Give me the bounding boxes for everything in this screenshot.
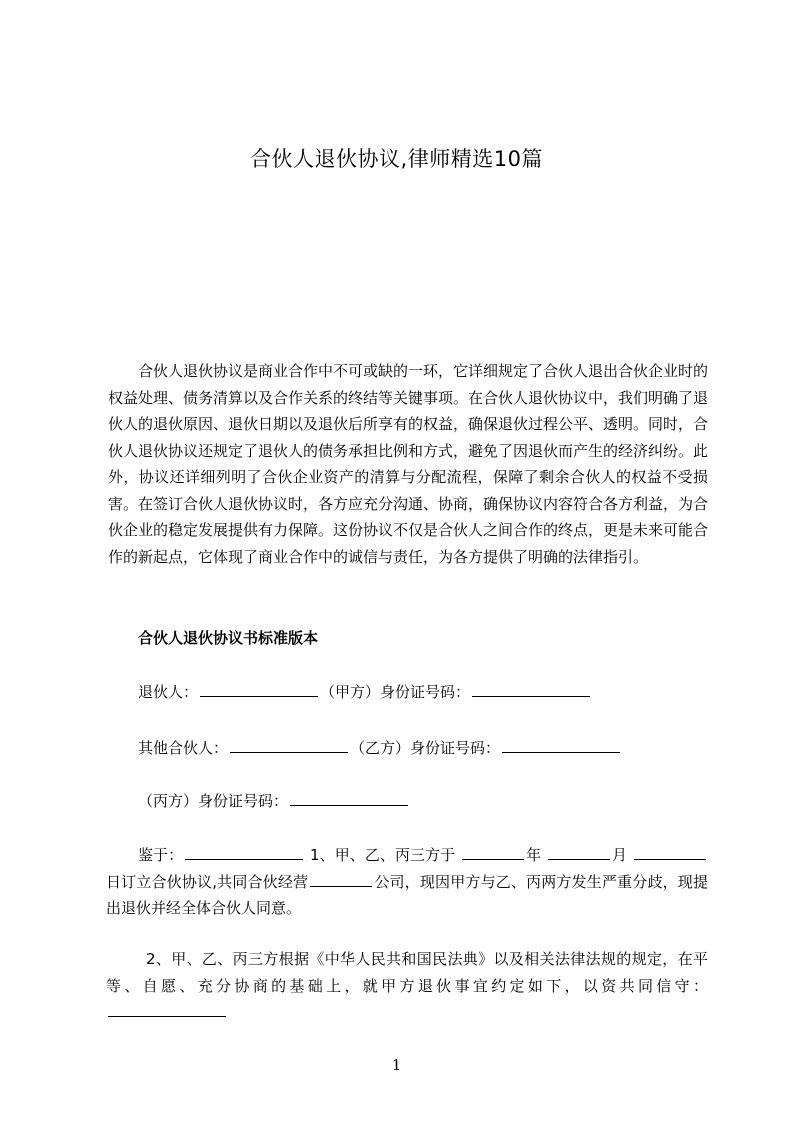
- party-b-id-blank: [502, 737, 620, 753]
- party-a-id-label: 身份证号码：: [380, 683, 471, 701]
- party-a-line: [138, 681, 592, 702]
- party-b-name-blank: [230, 737, 348, 753]
- party-b-label: 其他合伙人：: [138, 739, 229, 757]
- party-a-name-blank: [200, 681, 318, 697]
- month-blank: [548, 844, 610, 860]
- party-c-id-blank: [290, 790, 408, 806]
- party-c-role: （丙方）: [138, 792, 199, 810]
- company-text: 公司，现因甲方与乙、丙两方发生严重分歧，现提出退伙并经全体合伙人同意。: [106, 872, 708, 917]
- clause-2-blank: [108, 1001, 226, 1017]
- month-label: 月: [612, 846, 628, 864]
- whereas-label: 鉴于：: [138, 846, 184, 864]
- intro-paragraph: 合伙人退伙协议是商业合作中不可或缺的一环，它详细规定了合伙人退出合伙企业时的权益处理、债务清算以及合作关系的终结等关键事项。在合伙人退伙协议中，我们明确了退伙人的退伙原因、退伙日期以及退伙后所享有的权益，确保退伙过程公平、透明。同时，合伙人退伙协议还规定了退伙人的债务承担比例和方式，避免了因退伙而产生的经济纠纷。此外，协议还详细列明了合伙企业资产的清算与分配流程，保障了剩余合伙人的权益不受损害。在签订合伙人退伙协议时，各方应充分沟通、协商，确保协议内容符合各方利益，为合伙企业的稳定发展提供有力保障。这份协议不仅是合伙人之间合作的终点，更是未来可能合作的新起点，它体现了商业合作中的诚信与责任，为各方提供了明确的法律指引。: [108, 362, 709, 566]
- party-c-id-label: 身份证号码：: [198, 792, 289, 810]
- day-blank: [634, 844, 706, 860]
- party-a-id-blank: [472, 681, 590, 697]
- company-blank: [310, 871, 372, 887]
- year-blank: [462, 844, 524, 860]
- clause-2: [106, 946, 708, 1026]
- party-c-line: [138, 790, 410, 811]
- clause-2-text: 2、甲、乙、丙三方根据《中华人民共和国民法典》以及相关法律法规的规定，在平等、自愿、充分协商的基础上，就甲方退伙事宜约定如下，以资共同信守：: [106, 950, 708, 995]
- whereas-item1-prefix: 1、甲、乙、丙三方于: [310, 846, 456, 864]
- party-b-line: [138, 737, 622, 758]
- page-number: 1: [391, 1056, 402, 1074]
- party-b-id-label: 身份证号码：: [410, 739, 501, 757]
- year-label: 年: [526, 846, 542, 864]
- document-title: 合伙人退伙协议,律师精选10篇: [250, 147, 543, 171]
- whereas-blank: [185, 844, 303, 860]
- section-heading: 合伙人退伙协议书标准版本: [138, 629, 319, 647]
- party-a-label: 退伙人：: [138, 683, 199, 701]
- whereas-clause: [106, 842, 708, 922]
- party-a-role: （甲方）: [320, 683, 381, 701]
- day-rest-text: 日订立合伙协议,共同合伙经营: [106, 872, 309, 891]
- party-b-role: （乙方）: [350, 739, 411, 757]
